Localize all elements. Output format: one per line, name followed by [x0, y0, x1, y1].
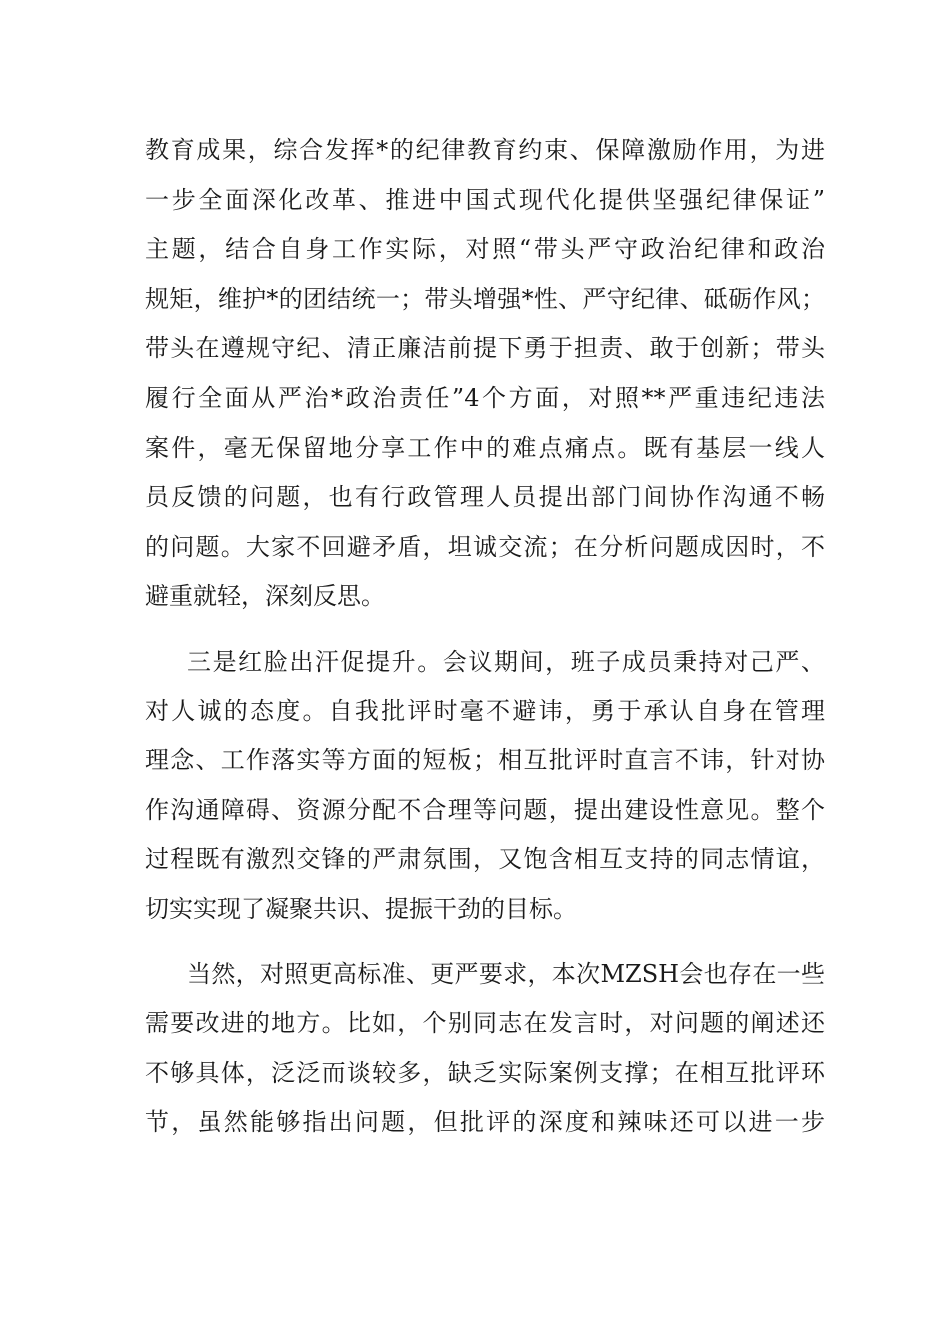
paragraph-first-line: 当然，对照更高标准、更严要求，本次MZSH会也存在一些 — [187, 960, 825, 988]
text-line: 作沟通障碍、资源分配不合理等问题，提出建设性意见。整个 — [145, 796, 825, 824]
text-line: 节，虽然能够指出问题，但批评的深度和辣味还可以进一步 — [145, 1108, 825, 1136]
text-line: 的问题。大家不回避矛盾，坦诚交流；在分析问题成因时，不 — [145, 533, 825, 561]
text-line: 员反馈的问题，也有行政管理人员提出部门间协作沟通不畅 — [145, 483, 825, 511]
text-line: 一步全面深化改革、推进中国式现代化提供坚强纪律保证” — [145, 186, 825, 214]
text-line: 避重就轻，深刻反思。 — [145, 582, 385, 610]
text-line: 主题，结合自身工作实际，对照“带头严守政治纪律和政治 — [145, 235, 825, 263]
text-line: 对人诚的态度。自我批评时毫不避讳，勇于承认自身在管理 — [145, 697, 825, 725]
text-line: 不够具体，泛泛而谈较多，缺乏实际案例支撑；在相互批评环 — [145, 1059, 825, 1087]
text-line: 需要改进的地方。比如，个别同志在发言时，对问题的阐述还 — [145, 1009, 825, 1037]
text-line: 切实实现了凝聚共识、提振干劲的目标。 — [145, 895, 577, 923]
text-line: 理念、工作落实等方面的短板；相互批评时直言不讳，针对协 — [145, 746, 825, 774]
text-line: 规矩，维护*的团结统一；带头增强*性、严守纪律、砥砺作风； — [145, 285, 825, 313]
text-line: 带头在遵规守纪、清正廉洁前提下勇于担责、敢于创新；带头 — [145, 334, 825, 362]
paragraph-first-line: 三是红脸出汗促提升。会议期间，班子成员秉持对己严、 — [187, 648, 825, 676]
text-line: 履行全面从严治*政治责任”4个方面，对照**严重违纪违法 — [145, 384, 825, 412]
text-line: 教育成果，综合发挥*的纪律教育约束、保障激励作用，为进 — [145, 136, 825, 164]
text-line: 案件，毫无保留地分享工作中的难点痛点。既有基层一线人 — [145, 434, 825, 462]
text-line: 过程既有激烈交锋的严肃氛围，又饱含相互支持的同志情谊， — [145, 845, 825, 873]
